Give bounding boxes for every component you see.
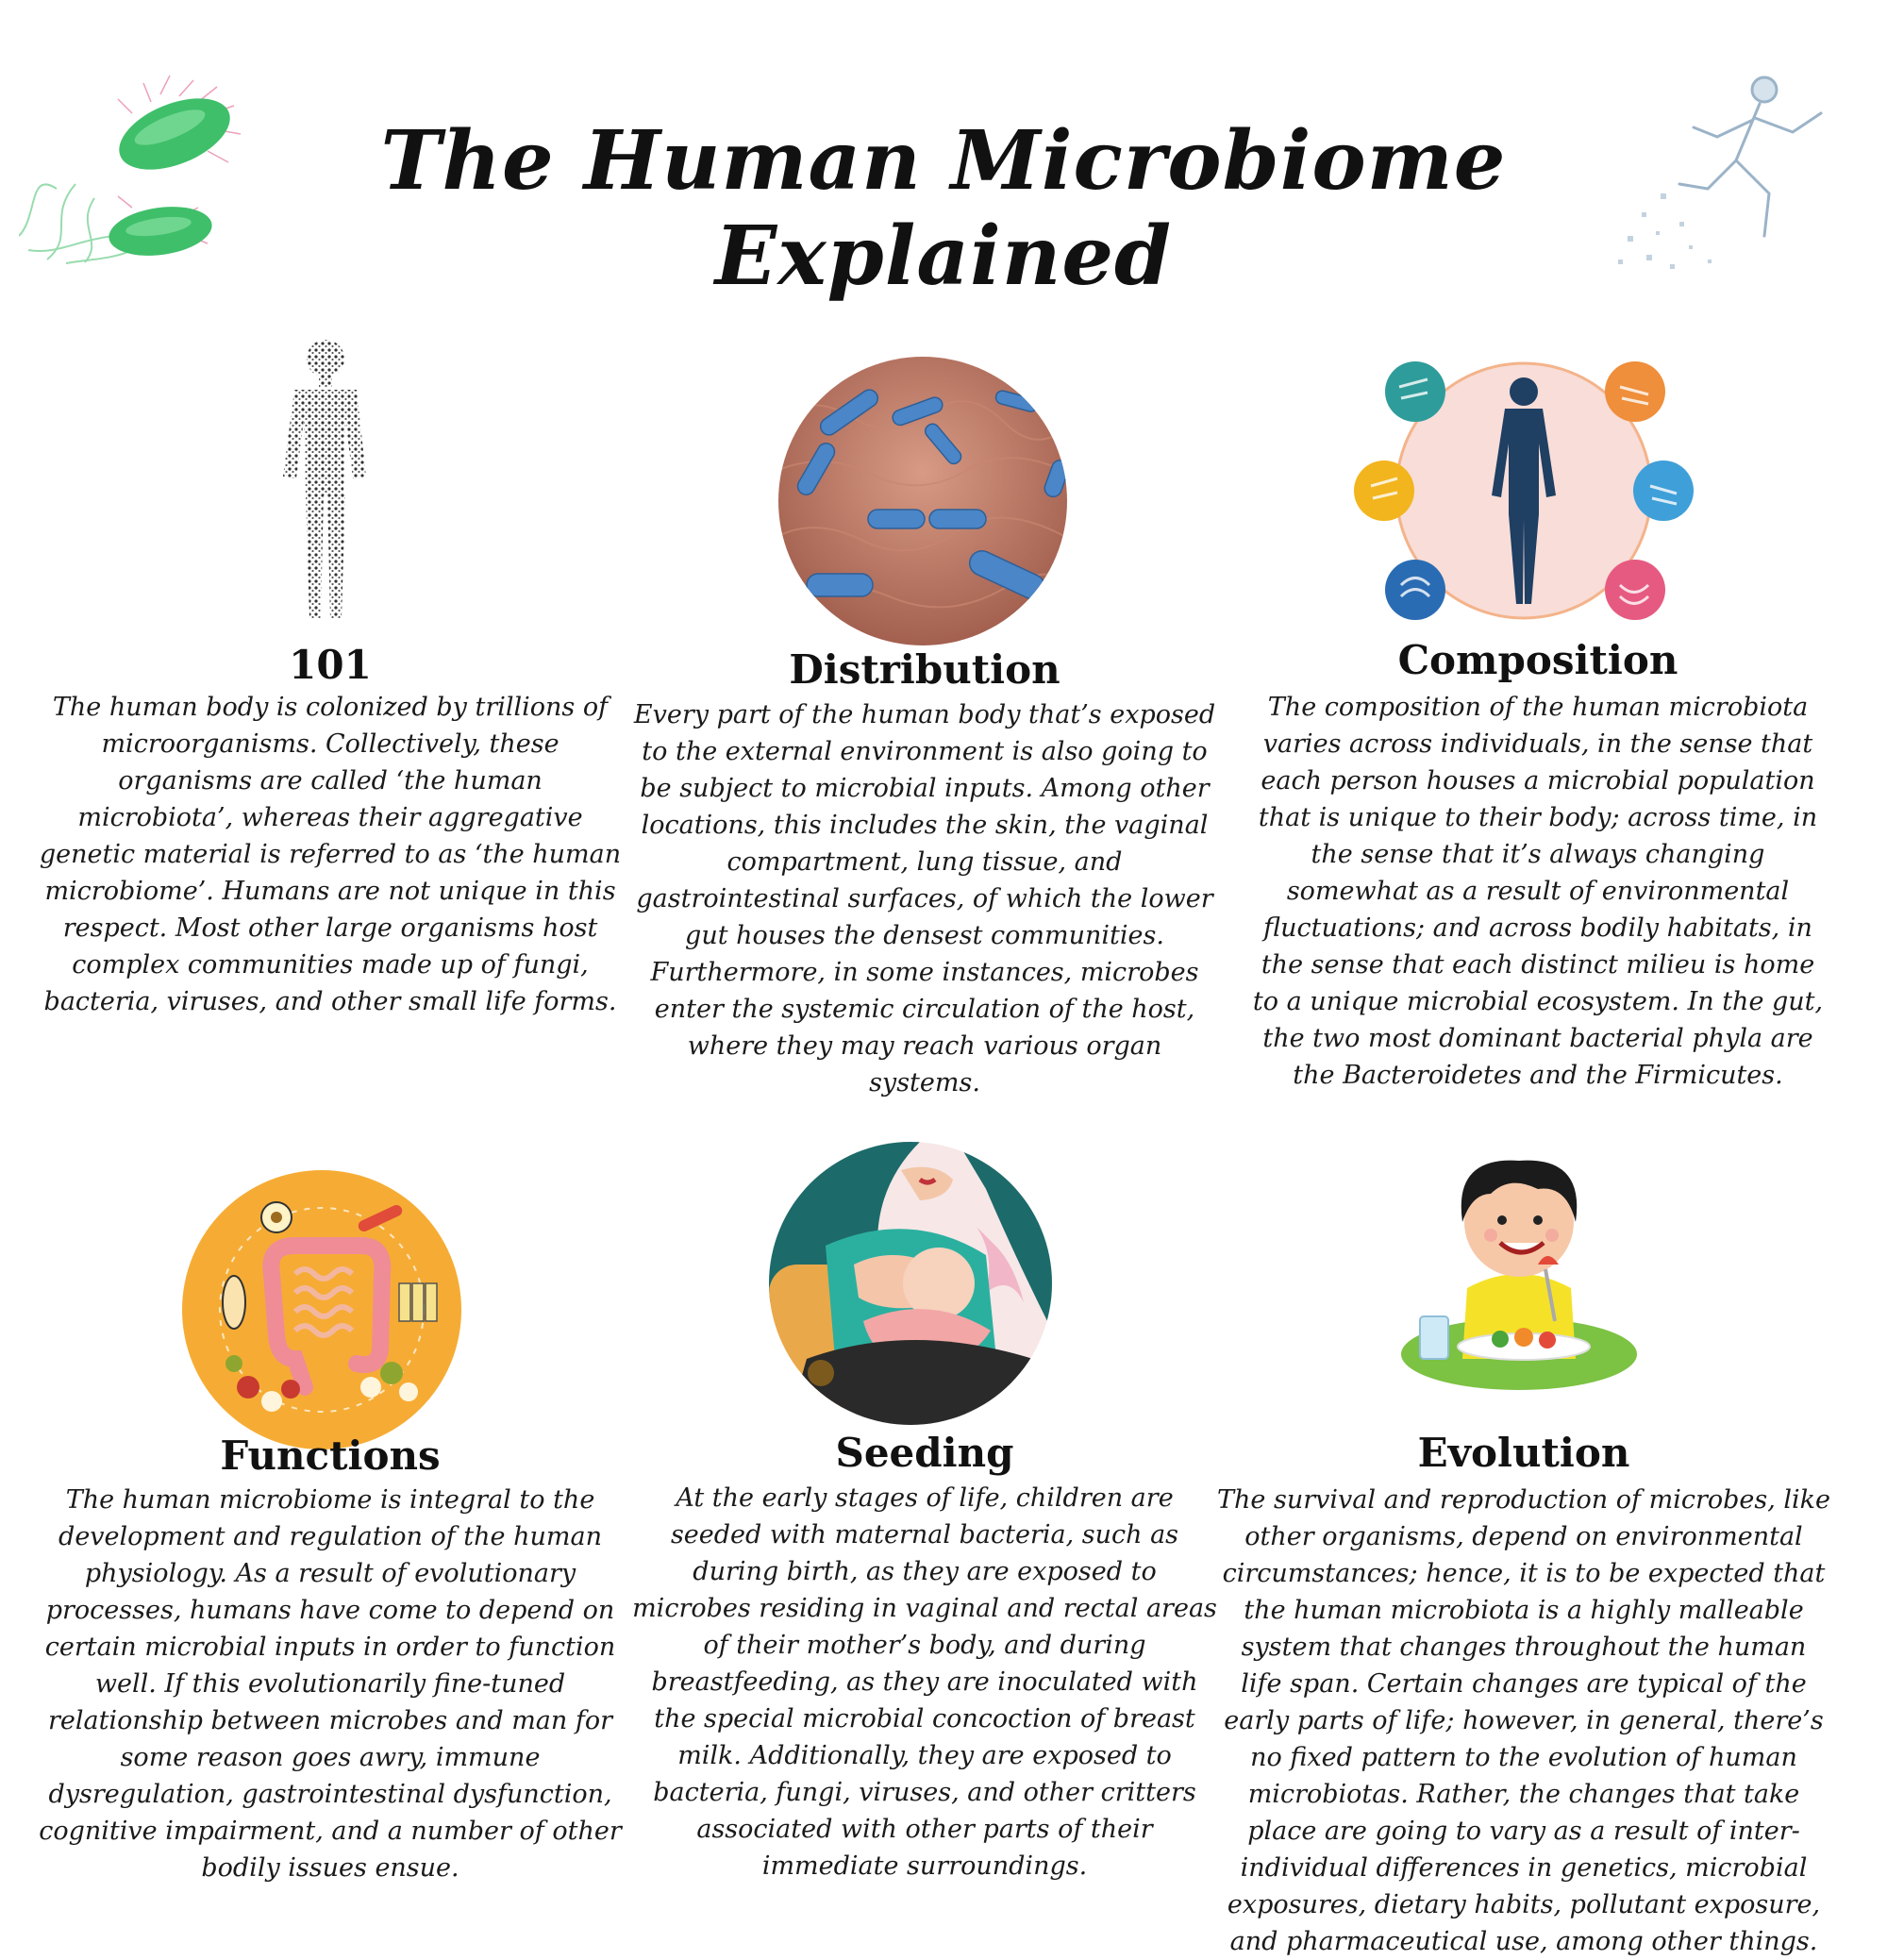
section-evolution-text: The survival and reproduction of microbes, like other organisms, depend on environmental circumstances; hence, it is to be expected that the human microbiota is a highly malleable system that changes throughout the human life span. Certain changes are typical of the early parts of life; however, in general, there’s no fixed pattern to the evolution of human microbiotas. Rather, the changes that take place are going to vary as a result of inter-individual differences in genetics, microbial exposures, dietary habits, pollutant exposure, and pharmaceutical use, among other things.	[1217, 1485, 1831, 1956]
bacteria-on-tissue-icon	[778, 357, 1067, 645]
breastfeeding-icon	[769, 1142, 1052, 1425]
section-101-text: The human body is colonized by trillions of microorganisms. Collectively, these organisms are called ‘the human microbiota’, whereas their aggregative genetic material is referred to as ‘the human microbiome’. Humans are not unique in this respect. Most other large organisms host complex communities made up of fungi, bacteria, viruses, and other small life forms.	[39, 693, 622, 1016]
digestive-system-icon	[182, 1170, 461, 1449]
section-composition-text: The composition of the human microbiota varies across individuals, in the sense that each person houses a microbial population that is unique to their body; across time, in the sense that it’s always changing somewhat as a result of environmental fluctuations; and across bodily habitats, in the sense that each distinct milieu is home to a unique microbial ecosystem. In the gut, the two most dominant bacterial phyla are the Bacteroidetes and the Firmicutes.	[1252, 693, 1824, 1090]
human-silhouette-dots-icon	[255, 335, 396, 628]
section-functions-heading: Functions	[220, 1432, 441, 1479]
section-distribution-text: Every part of the human body that’s exposed to the external environment is also going to be subject to microbial inputs. Among other locations, this includes the skin, the vaginal compartment, lung tissue, and gastrointestinal surfaces, of which the lower gut houses the densest communities. Furthermore, in some instances, microbes enter the systemic circulation of the host, where they may reach various organ systems.	[633, 700, 1216, 1097]
section-composition-heading: Composition	[1397, 637, 1678, 683]
child-eating-icon	[1396, 1137, 1642, 1392]
page-title: The Human Microbiome Explained	[380, 113, 1507, 304]
human-figure-microbes-icon	[1354, 349, 1694, 632]
section-distribution-heading: Distribution	[789, 646, 1060, 693]
section-seeding-heading: Seeding	[835, 1430, 1014, 1476]
section-101-heading: 101	[289, 642, 372, 688]
section-functions-text: The human microbiome is integral to the development and regulation of the human physiology. As a result of evolutionary processes, humans have come to depend on certain microbial inputs in order to function well. If this evolutionarily fine-tuned relationship between microbes and man for some reason goes awry, immune dysregulation, gastrointestinal dysfunction, cognitive impairment, and a number of other bodily issues ensue.	[39, 1485, 622, 1883]
running-figure-icon	[1604, 71, 1849, 278]
bacteria-icon	[19, 75, 302, 264]
section-evolution-heading: Evolution	[1417, 1430, 1630, 1476]
section-seeding-text: At the early stages of life, children are seeded with maternal bacteria, such as during birth, as they are exposed to microbes residing in vaginal and rectal areas of their mother’s body, and during breastfeeding, as they are inoculated with the special microbial concoction of breast milk. Additionally, they are exposed to bacteria, fungi, viruses, and other critters associated with other parts of their immediate surroundings.	[632, 1483, 1217, 1881]
